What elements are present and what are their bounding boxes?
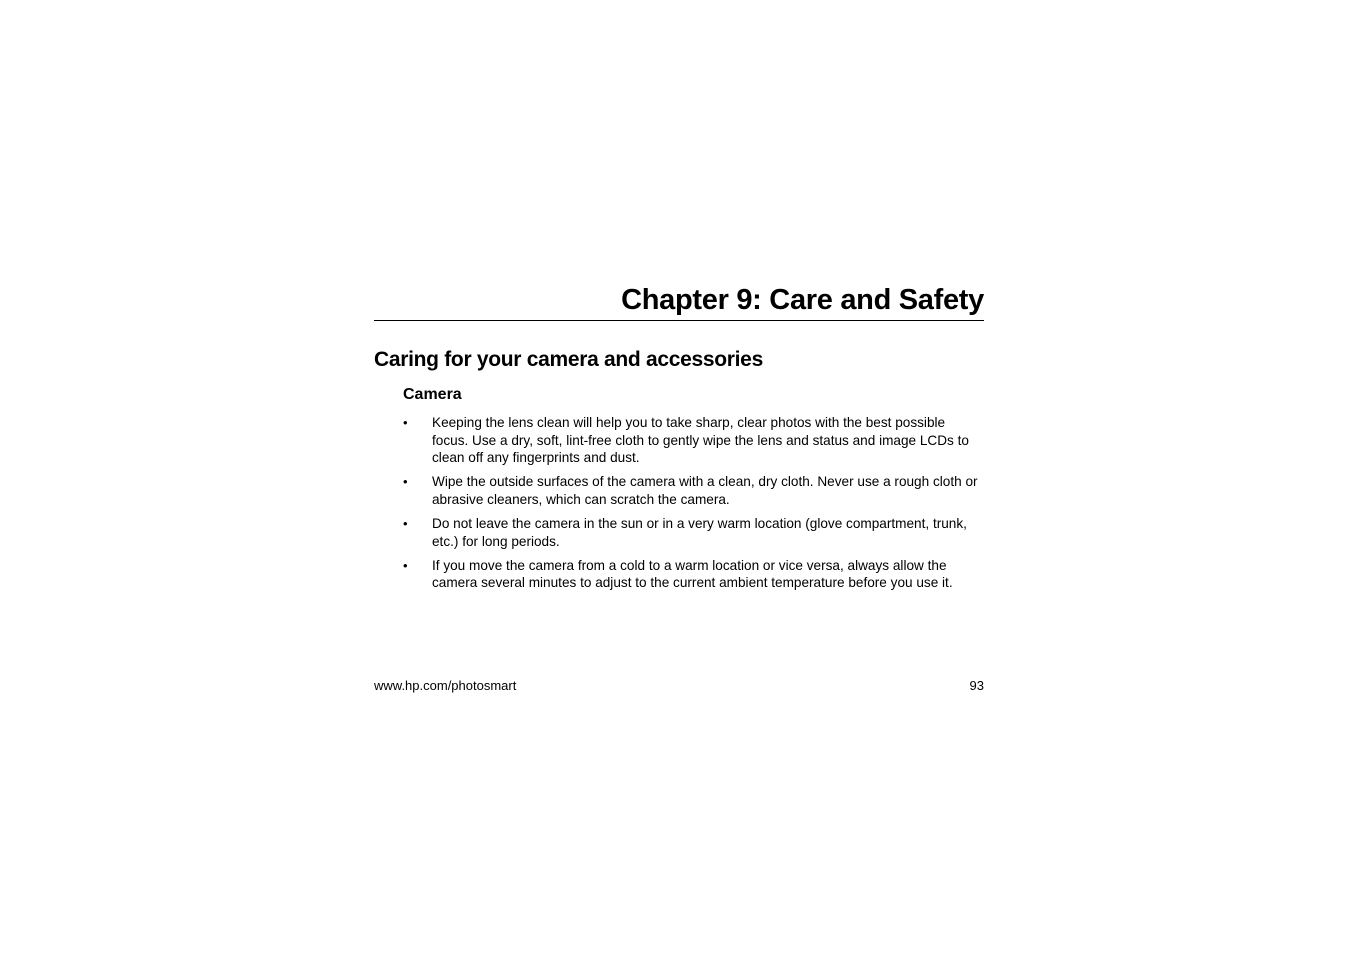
page-number: 93 <box>969 678 984 693</box>
list-item-text: If you move the camera from a cold to a warm location or vice versa, always allow the camera several minutes to adjust to the current ambient temperature before you use it. <box>432 557 953 591</box>
bullet-icon: • <box>403 415 408 430</box>
bullet-icon: • <box>403 515 408 531</box>
list-item <box>374 473 984 508</box>
list-item-text: Keeping the lens clean will help you to take sharp, clear photos with the best possible focus. Use a dry, soft, lint-free cloth to gently wipe the lens and status and image LCDs to clean off any fingerprints and dust. <box>432 415 969 466</box>
chapter-divider <box>374 320 984 321</box>
footer-url: www.hp.com/photosmart <box>374 678 517 693</box>
chapter-title: Chapter 9: Care and Safety <box>621 284 984 316</box>
document-page <box>374 280 984 598</box>
list-item-text: Wipe the outside surfaces of the camera with a clean, dry cloth. Never use a rough cloth or abrasive cleaners, which can scratch the camera. <box>432 474 978 507</box>
list-item <box>374 557 984 592</box>
list-item <box>374 414 984 467</box>
bullet-icon: • <box>403 557 408 573</box>
subsection-title: Camera <box>403 386 462 403</box>
list-item-text: Do not leave the camera in the sun or in a very warm location (glove compartment, trunk, etc.) for long periods. <box>432 515 967 549</box>
care-instructions-list <box>374 414 984 592</box>
bullet-icon: • <box>403 474 408 490</box>
list-item <box>374 515 984 550</box>
section-title: Caring for your camera and accessories <box>374 348 763 371</box>
